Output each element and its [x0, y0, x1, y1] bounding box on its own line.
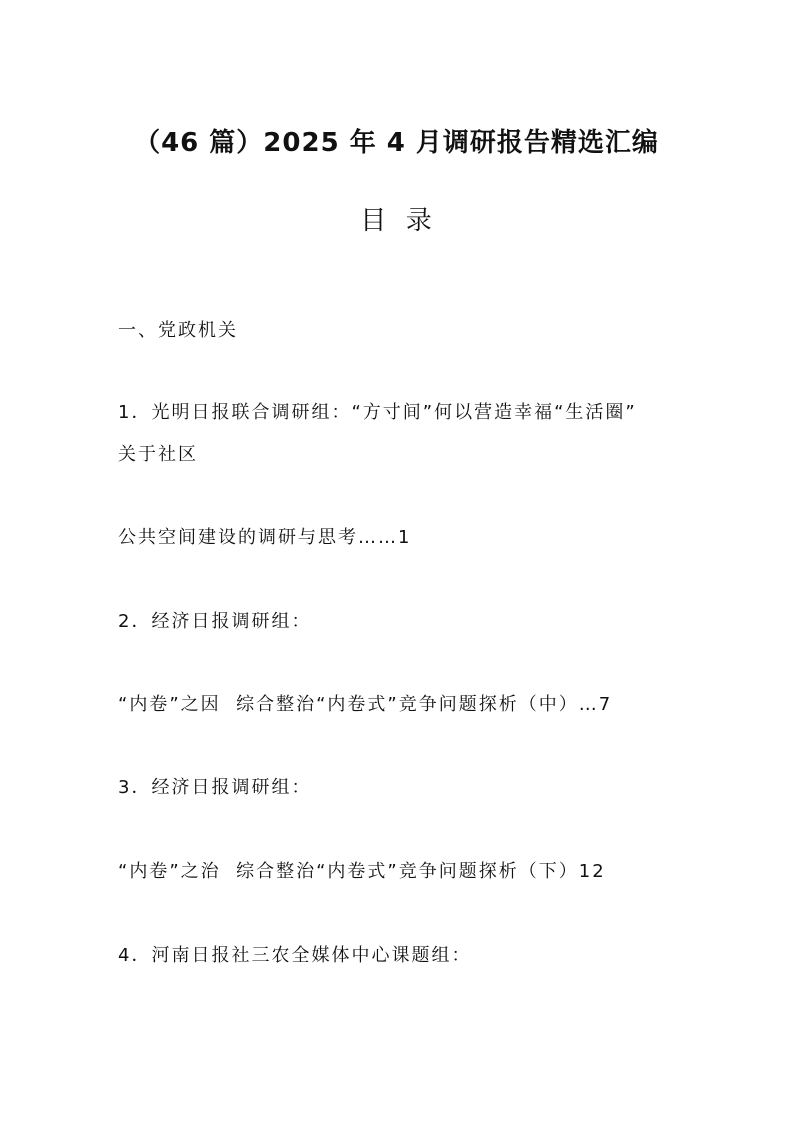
toc-entry-2-line-1: 2．经济日报调研组： — [118, 611, 312, 632]
toc-entry-3-line-2: “内卷”之治 综合整治“内卷式”竞争问题探析（下）12 — [118, 861, 606, 882]
toc-entry-2-line-2: “内卷”之因 综合整治“内卷式”竞争问题探析（中）…7 — [118, 694, 613, 715]
toc-section-heading: 一、党政机关 — [118, 320, 238, 341]
toc-entry-1-line-2: 关于社区 — [118, 444, 198, 465]
toc-entry-1-line-1: 1．光明日报联合调研组：“方寸间”何以营造幸福“生活圈” — [118, 402, 637, 423]
toc-entry-3-line-1: 3．经济日报调研组： — [118, 777, 312, 798]
toc-heading: 目 录 — [360, 206, 433, 236]
toc-entry-1-line-3: 公共空间建设的调研与思考……1 — [118, 527, 412, 548]
toc-entry-4-line-1: 4．河南日报社三农全媒体中心课题组： — [118, 945, 472, 966]
document-title: （46 篇）2025 年 4 月调研报告精选汇编 — [134, 128, 659, 158]
